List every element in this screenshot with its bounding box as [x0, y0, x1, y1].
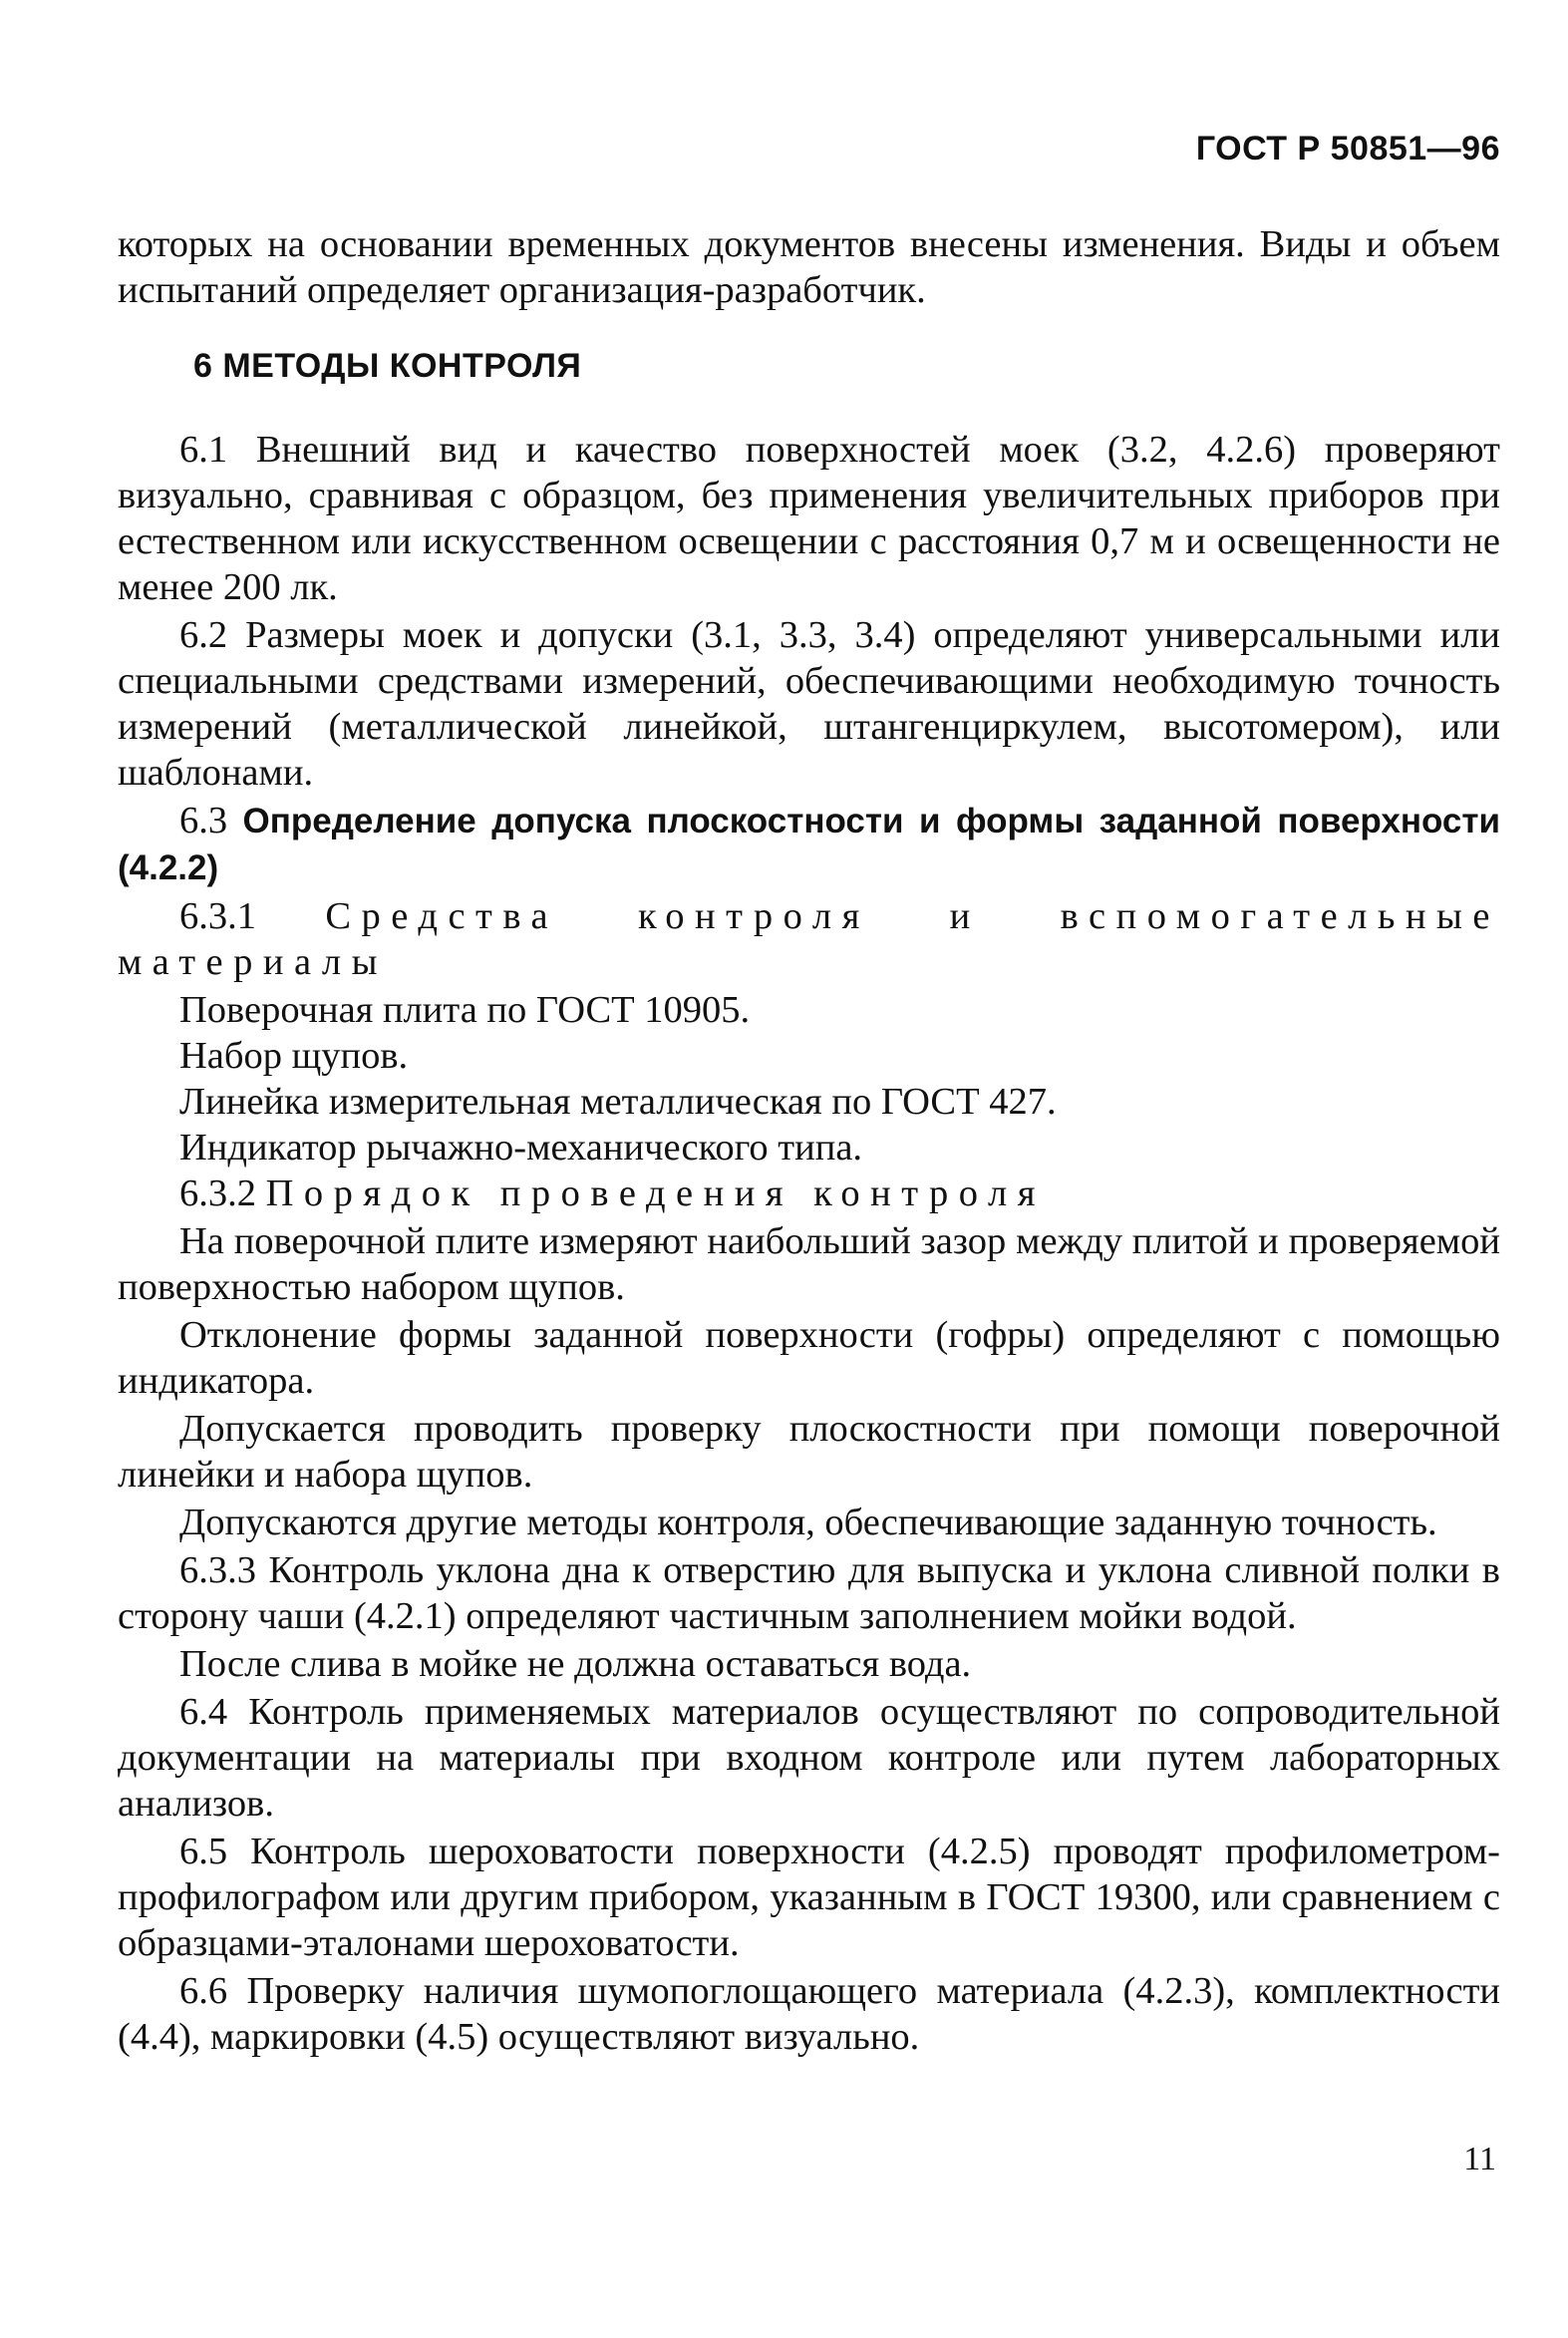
- clause-number-6-3-2: 6.3.2: [179, 1172, 256, 1214]
- list-item: Поверочная плита по ГОСТ 10905.: [179, 989, 751, 1031]
- paragraph-6-3-2-c: Допускается проводить проверку плоскостности при помощи поверочной линейки и набора щупов.: [118, 1408, 1500, 1496]
- clause-title-6-3: Определение допуска плоскостности и формы заданной поверхности (4.2.2): [118, 802, 1500, 887]
- paragraph-6-3-2-d: Допускаются другие методы контроля, обеспечивающие заданную точность.: [179, 1502, 1437, 1543]
- clause-title-6-3-1: Средства контроля и вспомогательные материалы: [118, 895, 1500, 983]
- paragraph-6-3: [118, 798, 1500, 891]
- document-body: [118, 221, 1500, 2062]
- clause-title-6-3-2: Порядок проведения контроля: [265, 1172, 1046, 1214]
- paragraph-intro: которых на основании временных документов внесены изменения. Виды и объем испытаний определяет организация-разработчик.: [118, 223, 1500, 311]
- paragraph-6-5: 6.5 Контроль шероховатости поверхности (4.2.5) проводят профилометром-профилографом или другим прибором, указанным в ГОСТ 19300, или сравнением с образцами-эталонами шероховатости.: [118, 1831, 1500, 1964]
- document-code-header: ГОСТ Р 50851—96: [1195, 130, 1500, 167]
- paragraph-6-3-1: [118, 893, 1500, 985]
- paragraph-6-3-2-a: На поверочной плите измеряют наибольший зазор между плитой и проверяемой поверхностью набором щупов.: [118, 1220, 1500, 1308]
- paragraph-6-2: 6.2 Размеры моек и допуски (3.1, 3.3, 3.4) определяют универсальными или специальными средствами измерений, обеспечивающими необходимую точность измерений (металлической линейкой, штангенциркулем, высотомером), или шаблонами.: [118, 614, 1500, 794]
- clause-number-6-3: 6.3: [179, 800, 228, 841]
- paragraph-6-3-3: 6.3.3 Контроль уклона дна к отверстию для выпуска и уклона сливной полки в сторону чаши (4.2.1) определяют частичным заполнением мойки водой.: [118, 1549, 1500, 1637]
- list-item: Набор щупов.: [179, 1035, 409, 1077]
- clause-number-6-3-1: 6.3.1: [179, 895, 256, 937]
- paragraph-6-3-3-b: После слива в мойке не должна оставаться вода.: [179, 1643, 972, 1685]
- paragraph-6-3-2: [118, 1170, 1500, 1216]
- list-item: Линейка измерительная металлическая по ГОСТ 427.: [179, 1081, 1057, 1123]
- paragraph-6-3-2-b: Отклонение формы заданной поверхности (гофры) определяют с помощью индикатора.: [118, 1314, 1500, 1402]
- page-number: 11: [1463, 2141, 1496, 2177]
- paragraph-6-4: 6.4 Контроль применяемых материалов осуществляют по сопроводительной документации на материалы при входном контроле или путем лабораторных анализов.: [118, 1691, 1500, 1825]
- paragraph-6-6: 6.6 Проверку наличия шумопоглощающего материала (4.2.3), комплектности (4.4), маркировки (4.5) осуществляют визуально.: [118, 1970, 1500, 2058]
- list-item: Индикатор рычажно-механического типа.: [179, 1127, 863, 1169]
- section-heading: 6 МЕТОДЫ КОНТРОЛЯ: [193, 347, 582, 385]
- paragraph-6-1: 6.1 Внешний вид и качество поверхностей моек (3.2, 4.2.6) проверяют визуально, сравнивая с образцом, без применения увеличительных приборов при естественном или искусственном освещении с расстояния 0,7 м и освещенности не менее 200 лк.: [118, 429, 1500, 608]
